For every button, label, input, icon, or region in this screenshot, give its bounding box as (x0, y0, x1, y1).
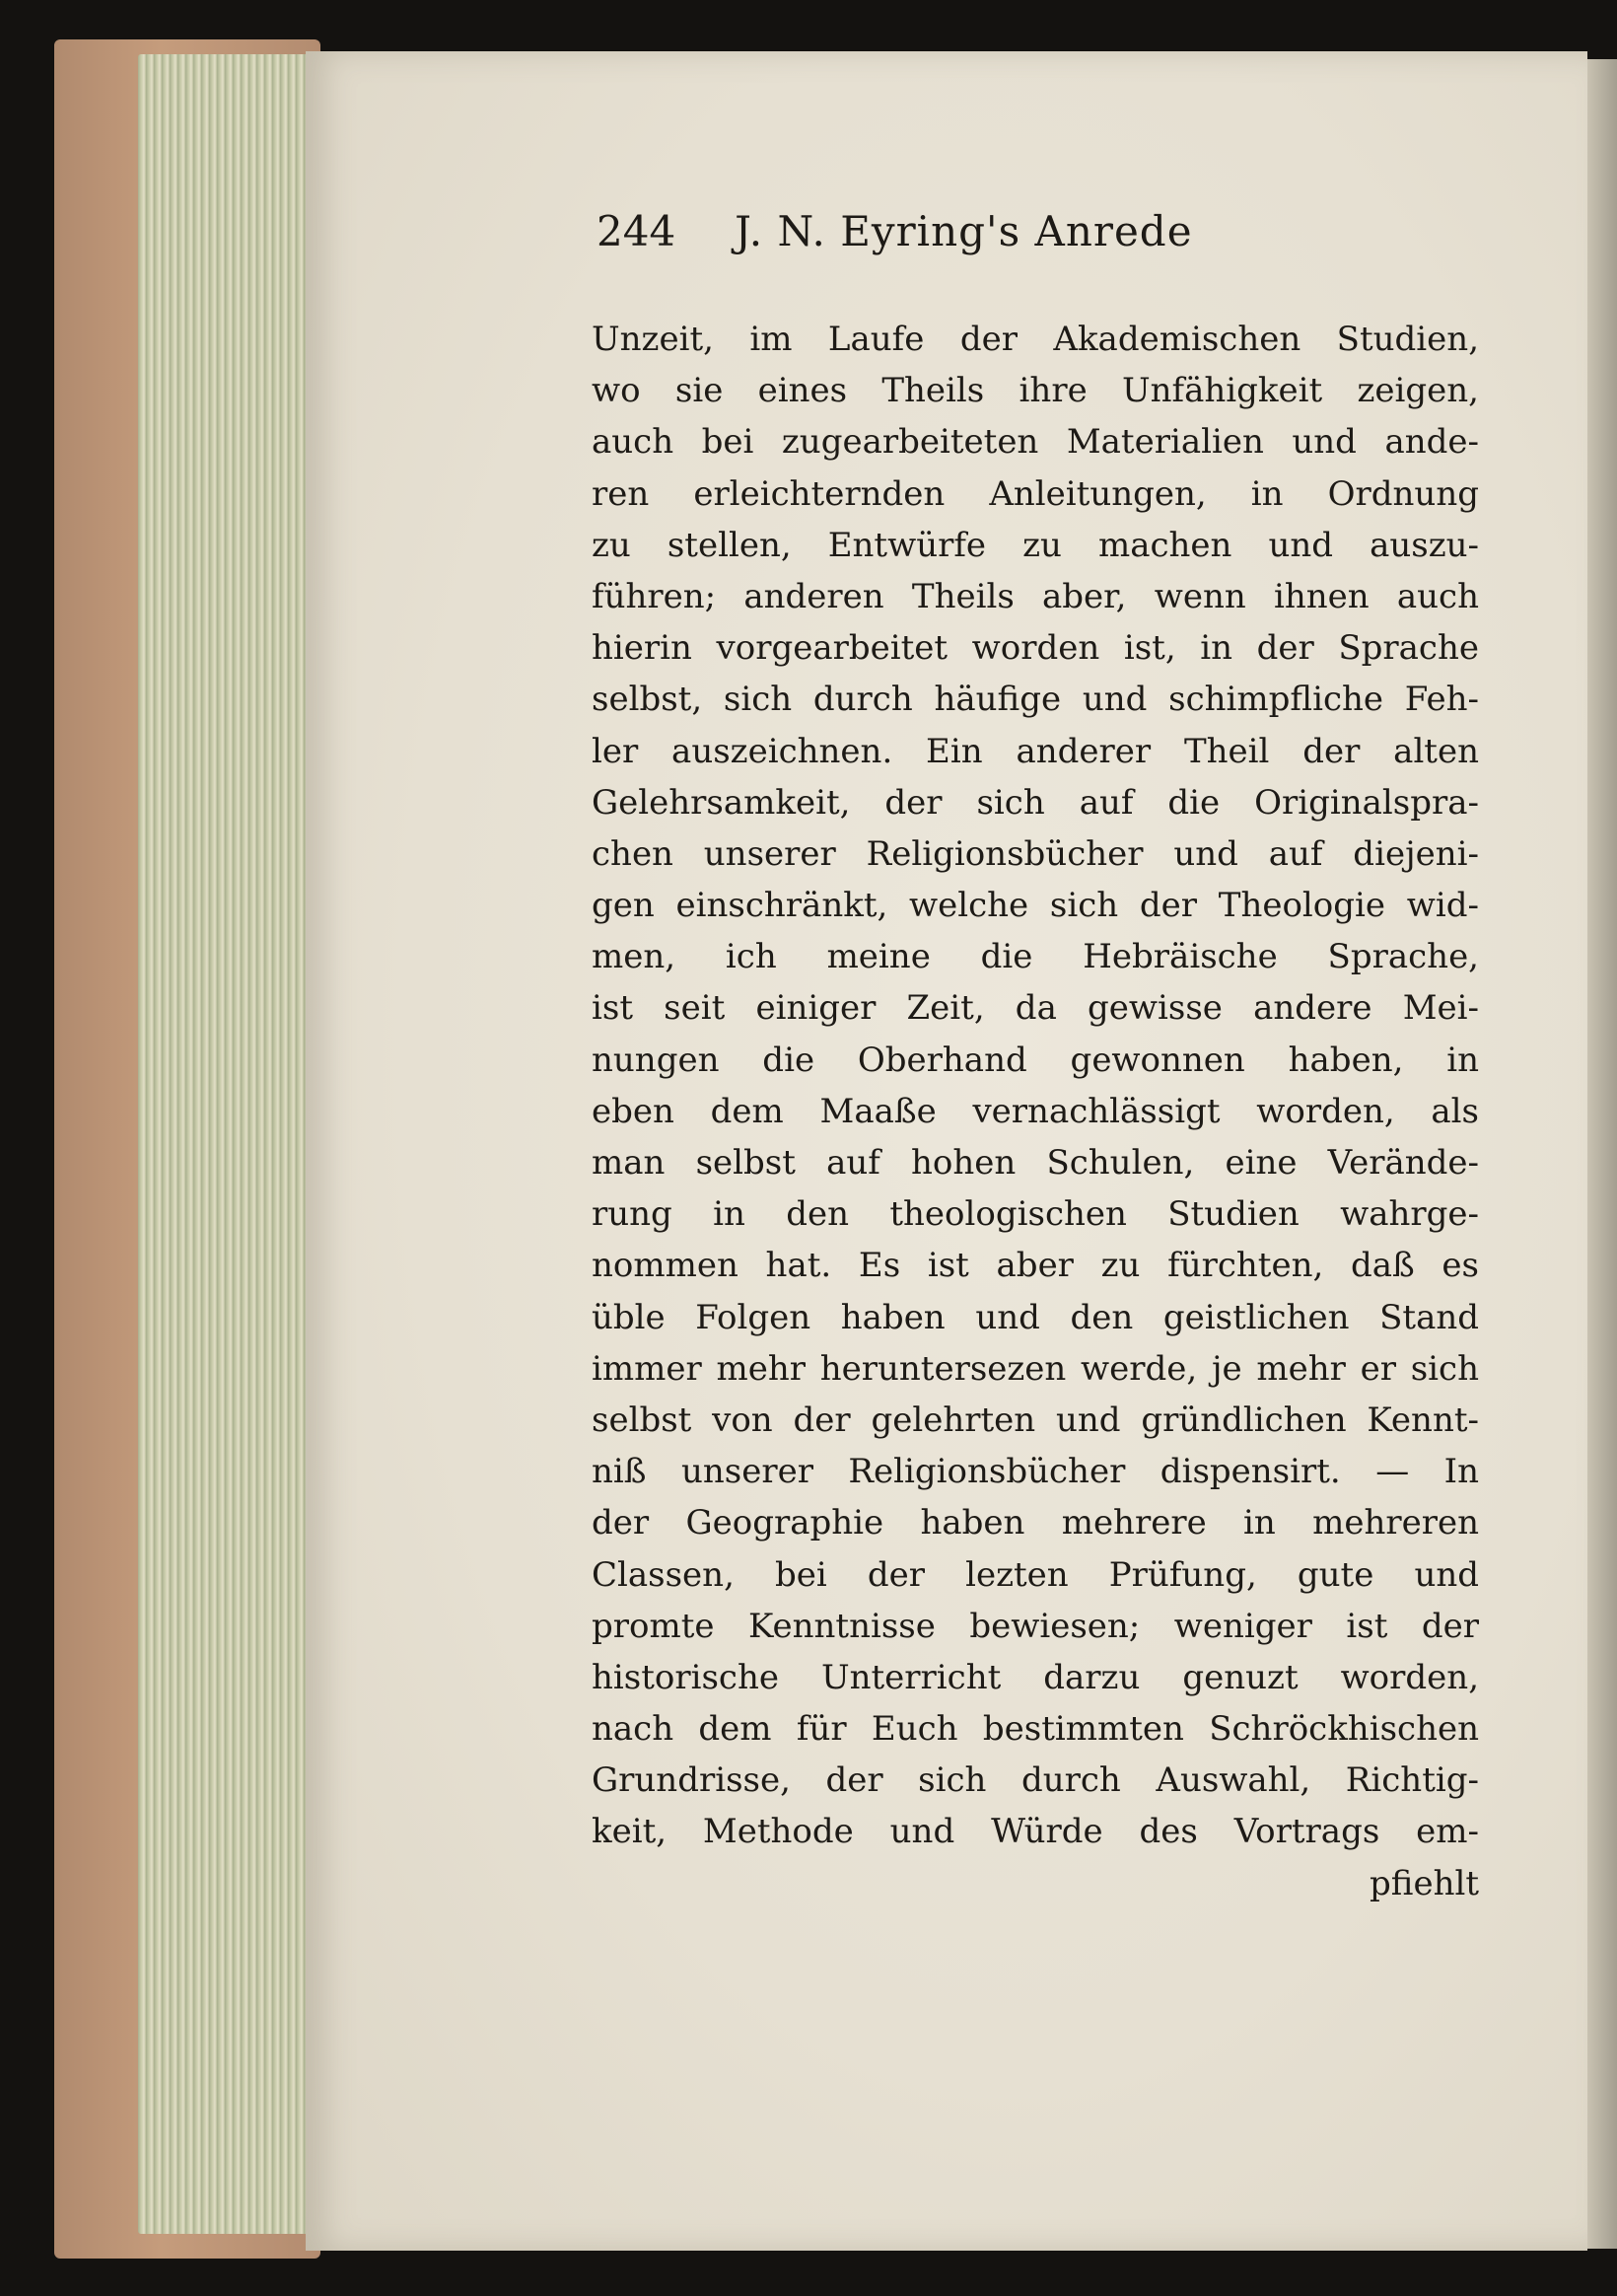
text-line: men, ich meine die Hebräische Sprache, (592, 937, 1479, 977)
catchword: pfiehlt (1370, 1863, 1479, 1903)
text-line: auch bei zugearbeiteten Materialien und ande- (592, 422, 1479, 463)
text-line: niß unserer Religionsbücher dispensirt. — In (592, 1452, 1479, 1492)
text-line: selbst von der gelehrten und gründlichen Kennt- (592, 1399, 1479, 1440)
page-edges (138, 54, 325, 2234)
text-line: ren erleichternden Anleitungen, in Ordnung (592, 473, 1479, 514)
text-line: keit, Methode und Würde des Vortrags em- (592, 1812, 1479, 1852)
text-line: selbst, sich durch häufige und schimpfliche Feh- (592, 680, 1479, 720)
text-line: hierin vorgearbeitet worden ist, in der Sprache (592, 628, 1479, 669)
text-line: nommen hat. Es ist aber zu fürchten, daß es (592, 1246, 1479, 1286)
text-line: Unzeit, im Laufe der Akademischen Studien, (592, 320, 1479, 359)
text-line: wo sie eines Theils ihre Unfähigkeit zeigen, (592, 371, 1479, 411)
text-line: Classen, bei der lezten Prüfung, gute und (592, 1554, 1479, 1595)
text-line: nungen die Oberhand gewonnen haben, in (592, 1040, 1479, 1080)
text-line: eben dem Maaße vernachlässigt worden, als (592, 1091, 1479, 1131)
text-line: historische Unterricht darzu genuzt worden, (592, 1657, 1479, 1697)
text-line: üble Folgen haben und den geistlichen Stand (592, 1297, 1479, 1337)
body-text (592, 314, 1479, 1909)
text-line: promte Kenntnisse bewiesen; weniger ist der (592, 1606, 1479, 1646)
text-line: chen unserer Religionsbücher und auf diejeni- (592, 833, 1479, 874)
text-line: ler auszeichnen. Ein anderer Theil der alten (592, 731, 1479, 771)
text-line: Gelehrsamkeit, der sich auf die Originalspra- (592, 782, 1479, 823)
facing-page-edge (1582, 59, 1617, 2249)
page-number: 244 (597, 207, 676, 255)
text-line: Grundrisse, der sich durch Auswahl, Richtig- (592, 1760, 1479, 1801)
text-line: man selbst auf hohen Schulen, eine Verände- (592, 1143, 1479, 1183)
text-line: rung in den theologischen Studien wahrge- (592, 1194, 1479, 1235)
text-line: zu stellen, Entwürfe zu machen und auszu- (592, 525, 1479, 565)
text-line: immer mehr heruntersezen werde, je mehr er sich (592, 1348, 1479, 1389)
text-line: nach dem für Euch bestimmten Schröckhischen (592, 1709, 1479, 1750)
running-title: J. N. Eyring's Anrede (735, 207, 1193, 255)
text-line: gen einschränkt, welche sich der Theologie wid- (592, 886, 1479, 926)
page-header (597, 207, 1474, 255)
text-line: ist seit einiger Zeit, da gewisse andere Mei- (592, 988, 1479, 1029)
text-line: der Geographie haben mehrere in mehreren (592, 1503, 1479, 1543)
text-line: führen; anderen Theils aber, wenn ihnen auch (592, 576, 1479, 616)
